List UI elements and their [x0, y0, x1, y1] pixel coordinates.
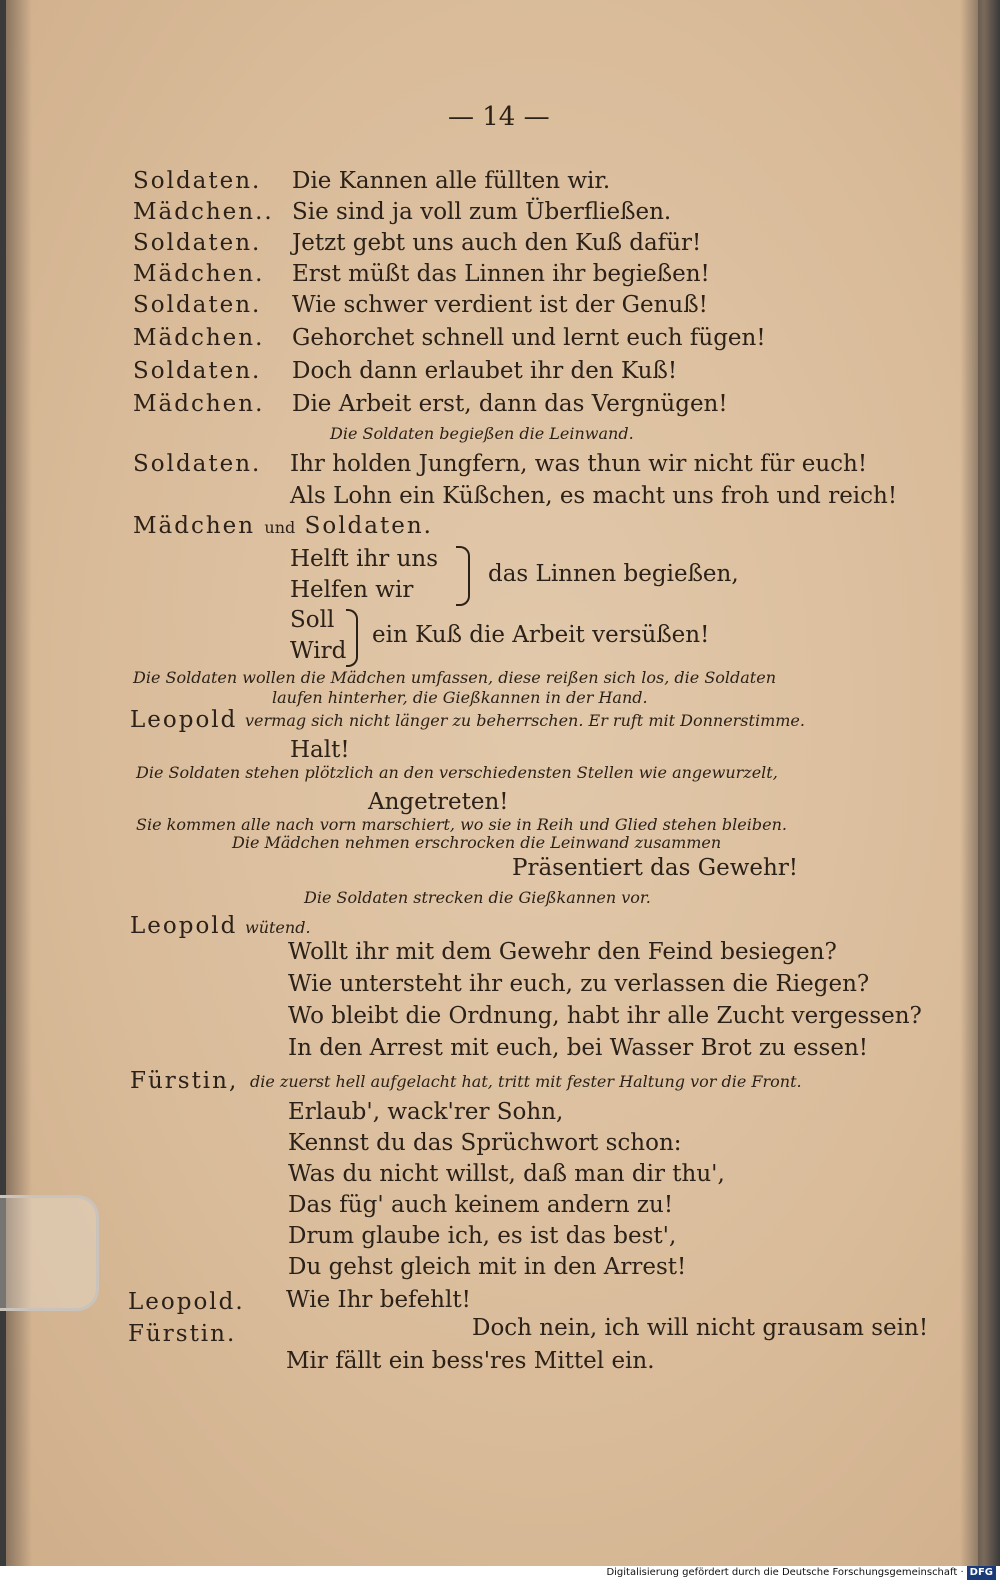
verse-line: Erlaub', wack'rer Sohn,	[288, 1099, 564, 1125]
speaker: Fürstin,	[130, 1068, 239, 1094]
verse-line: Gehorchet schnell und lernt euch fügen!	[292, 325, 766, 351]
verse-line: Wie Ihr befehlt!	[286, 1287, 471, 1313]
speaker: Mädchen.	[133, 261, 265, 287]
verse-line: Ihr holden Jungfern, was thun wir nicht für euch!	[290, 451, 868, 477]
verse-line: Präsentiert das Gewehr!	[512, 855, 799, 881]
verse-line: Kennst du das Sprüchwort schon:	[288, 1130, 682, 1156]
speaker: Soldaten.	[133, 168, 262, 194]
verse-line: Jetzt gebt uns auch den Kuß dafür!	[292, 230, 702, 256]
speaker: Mädchen.	[133, 325, 265, 351]
speaker	[133, 513, 433, 539]
verse-line: das Linnen begießen,	[488, 561, 739, 587]
stage-direction: Die Soldaten wollen die Mädchen umfassen, diese reißen sich los, die Soldaten	[133, 668, 777, 687]
speaker: Soldaten.	[133, 230, 262, 256]
verse-line: Drum glaube ich, es ist das best',	[288, 1223, 677, 1249]
verse-line: Doch dann erlaubet ihr den Kuß!	[292, 358, 678, 384]
speaker: Leopold	[130, 913, 238, 939]
connector-word: und	[264, 518, 296, 537]
verse-line: ein Kuß die Arbeit versüßen!	[372, 622, 710, 648]
verse-line: Wollt ihr mit dem Gewehr den Feind besiegen?	[288, 939, 837, 965]
speaker-part: Soldaten.	[304, 513, 433, 539]
verse-line: Wird	[290, 638, 347, 664]
verse-line: Helfen wir	[290, 577, 414, 603]
stage-direction: Die Mädchen nehmen erschrocken die Leinwand zusammen	[232, 833, 722, 852]
verse-line: Sie sind ja voll zum Überfließen.	[292, 199, 672, 225]
verse-line: Du gehst gleich mit in den Arrest!	[288, 1254, 687, 1280]
speaker: Soldaten.	[133, 451, 262, 477]
stage-direction: Sie kommen alle nach vorn marschiert, wo sie in Reih und Glied stehen bleiben.	[136, 815, 787, 834]
stage-direction: laufen hinterher, die Gießkannen in der Hand.	[272, 688, 648, 707]
verse-line: Erst müßt das Linnen ihr begießen!	[292, 261, 710, 287]
speaker: Soldaten.	[133, 358, 262, 384]
verse-line: Helft ihr uns	[290, 546, 438, 572]
verse-line: Soll	[290, 607, 335, 633]
speaker-part: Mädchen	[133, 513, 256, 539]
verse-line: Doch nein, ich will nicht grausam sein!	[472, 1315, 929, 1341]
brace	[346, 609, 358, 667]
brace	[456, 546, 470, 606]
speaker: Mädchen..	[133, 199, 274, 225]
speaker: Leopold	[130, 707, 238, 733]
stage-direction: Die Soldaten begießen die Leinwand.	[330, 424, 634, 443]
verse-line: Wie untersteht ihr euch, zu verlassen die Riegen?	[288, 971, 870, 997]
verse-line: Wie schwer verdient ist der Genuß!	[292, 292, 708, 318]
verse-line: In den Arrest mit euch, bei Wasser Brot zu essen!	[288, 1035, 868, 1061]
stage-direction: Die Soldaten stehen plötzlich an den verschiedensten Stellen wie angewurzelt,	[136, 763, 778, 782]
verse-line: Die Arbeit erst, dann das Vergnügen!	[292, 391, 728, 417]
stage-direction: wütend.	[245, 918, 311, 937]
speaker: Mädchen.	[133, 391, 265, 417]
verse-line: Was du nicht willst, daß man dir thu',	[288, 1161, 725, 1187]
speaker: Leopold.	[128, 1289, 245, 1315]
binding-shadow	[6, 0, 32, 1566]
stage-direction: Die Soldaten strecken die Gießkannen vor.	[304, 888, 651, 907]
dfg-logo: DFG	[967, 1566, 996, 1580]
verse-line: Als Lohn ein Küßchen, es macht uns froh und reich!	[290, 483, 898, 509]
verse-line: Das füg' auch keinem andern zu!	[288, 1192, 674, 1218]
page-edge	[960, 0, 1000, 1566]
speaker: Soldaten.	[133, 292, 262, 318]
footer-text: Digitalisierung gefördert durch die Deutsche Forschungsgemeinschaft ·	[606, 1567, 964, 1578]
verse-line: Die Kannen alle füllten wir.	[292, 168, 611, 194]
verse-line: Angetreten!	[368, 789, 509, 815]
stage-direction: die zuerst hell aufgelacht hat, tritt mit fester Haltung vor die Front.	[250, 1072, 802, 1091]
page-number: — 14 —	[448, 102, 550, 132]
speaker: Fürstin.	[128, 1321, 237, 1347]
verse-line: Halt!	[290, 737, 350, 763]
verse-line: Mir fällt ein bess'res Mittel ein.	[286, 1348, 655, 1374]
paper-clip	[0, 1195, 99, 1311]
digitization-footer	[0, 1566, 1000, 1580]
verse-line: Wo bleibt die Ordnung, habt ihr alle Zucht vergessen?	[288, 1003, 922, 1029]
stage-direction: vermag sich nicht länger zu beherrschen. Er ruft mit Donnerstimme.	[245, 711, 805, 730]
